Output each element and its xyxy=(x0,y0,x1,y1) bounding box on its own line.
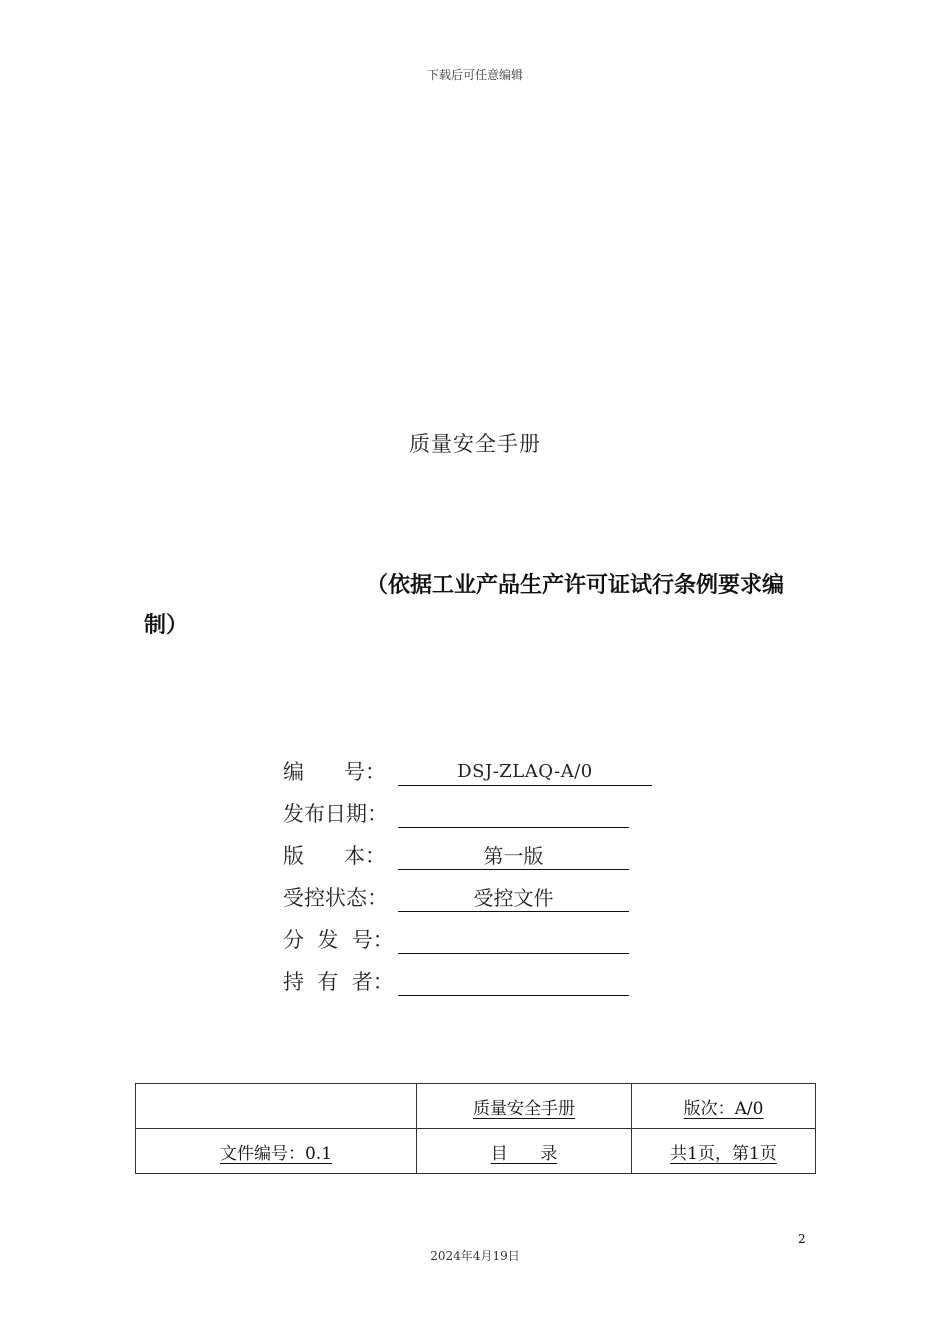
field-value-distribution-number xyxy=(398,927,629,954)
field-value-release-date xyxy=(398,801,629,828)
field-label: 持 有 者： xyxy=(283,970,394,994)
field-value-control-status: 受控文件 xyxy=(398,885,629,912)
field-number xyxy=(283,756,652,786)
table-cell xyxy=(417,1129,632,1174)
table-cell xyxy=(136,1129,417,1174)
table-row xyxy=(136,1129,816,1174)
page-number: 2 xyxy=(798,1232,806,1246)
table-cell-text: 版次：A/0 xyxy=(683,1098,764,1119)
field-control-status xyxy=(283,882,629,912)
field-distribution-number xyxy=(283,924,629,954)
field-label: 发布日期： xyxy=(283,802,388,826)
field-value-holder xyxy=(398,969,629,996)
table-cell xyxy=(417,1084,632,1129)
field-version xyxy=(283,840,629,870)
document-title: 质量安全手册 xyxy=(409,432,541,456)
document-info-table xyxy=(135,1083,816,1174)
field-holder xyxy=(283,966,629,996)
table-cell xyxy=(632,1129,816,1174)
table-cell-text: 目 录 xyxy=(490,1143,558,1164)
field-release-date xyxy=(283,798,629,828)
field-label: 受控状态： xyxy=(283,886,388,910)
field-value-version: 第一版 xyxy=(398,843,629,870)
table-cell-text: 质量安全手册 xyxy=(473,1098,575,1119)
table-cell xyxy=(632,1084,816,1129)
header-note: 下载后可任意编辑 xyxy=(426,68,523,82)
field-label: 分 发 号： xyxy=(283,928,394,952)
table-row xyxy=(136,1084,816,1129)
table-cell xyxy=(136,1084,417,1129)
document-subtitle: （依据工业产品生产许可证试行条例要求编制） xyxy=(144,573,785,638)
field-label: 版 本： xyxy=(283,844,387,868)
field-value-number: DSJ-ZLAQ-A/0 xyxy=(398,759,652,786)
field-label: 编 号： xyxy=(283,760,387,784)
table-cell-text: 共1页，第1页 xyxy=(670,1143,777,1164)
footer-date: 2024年4月19日 xyxy=(430,1249,520,1263)
table-cell-text: 文件编号：0.1 xyxy=(219,1143,333,1164)
